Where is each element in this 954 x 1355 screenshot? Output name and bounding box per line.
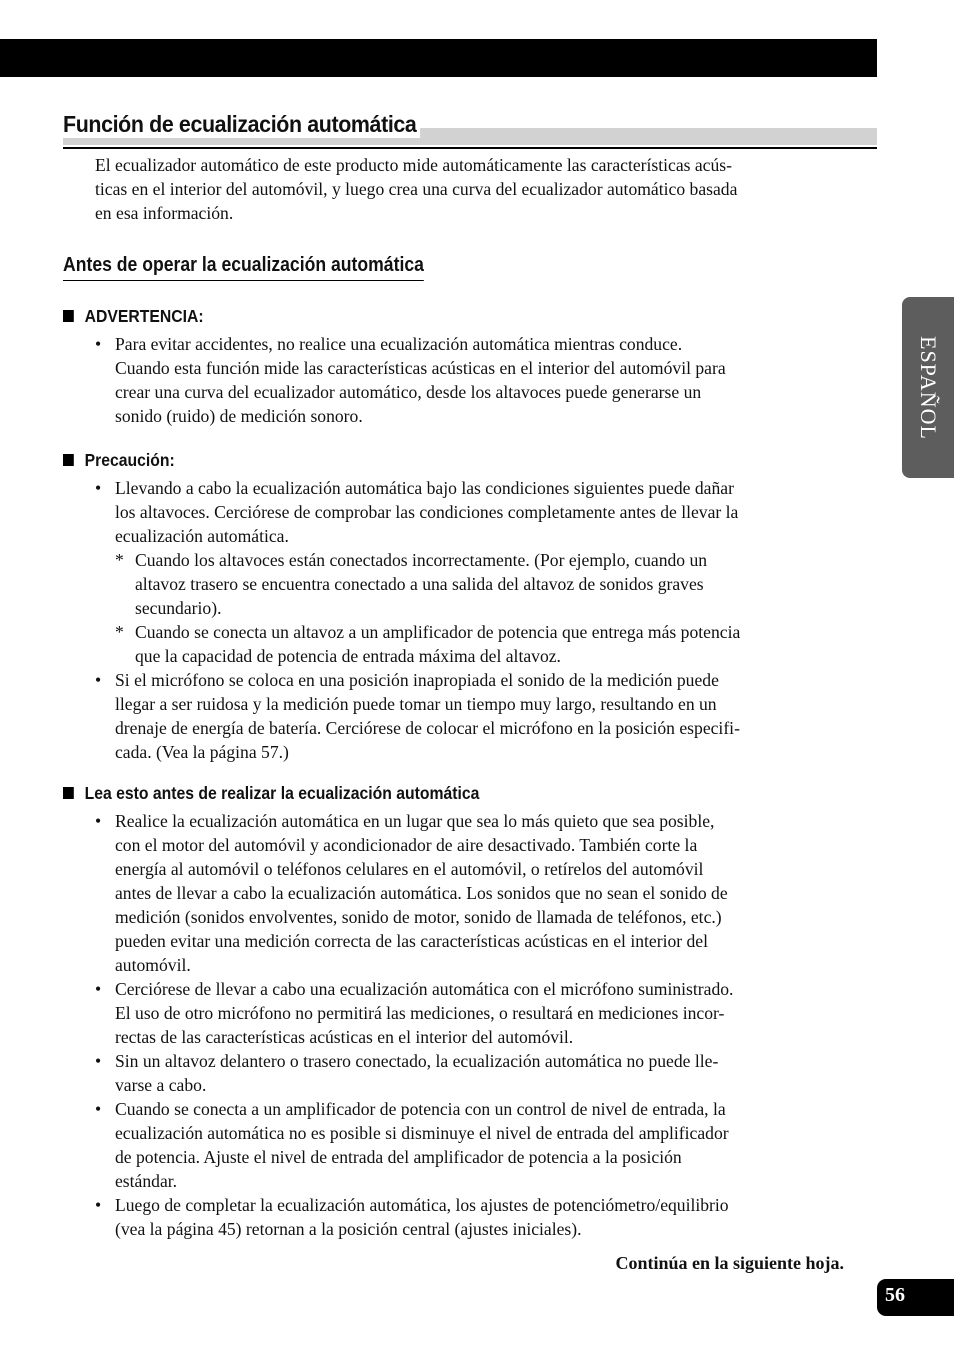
list-item bbox=[93, 1049, 733, 1097]
text-line: que la capacidad de potencia de entrada máxima del altavoz. bbox=[135, 646, 561, 666]
text-line: drenaje de energía de batería. Cerciórese de colocar el micrófono en la posición especifi- bbox=[115, 718, 740, 738]
square-bullet-icon bbox=[63, 454, 74, 466]
asterisk-marker: * bbox=[115, 622, 124, 642]
continued-note: Continúa en la siguiente hoja. bbox=[615, 1253, 844, 1273]
text-line: El ecualizador automático de este producto mide automáticamente las características acús- bbox=[95, 155, 732, 175]
text-line: Sin un altavoz delantero o trasero conectado, la ecualización automática no puede lle- bbox=[115, 1051, 719, 1071]
text-line: cada. (Vea la página 57.) bbox=[115, 742, 289, 762]
text-line: altavoz trasero se encuentra conectado a una salida del altavoz de sonidos graves bbox=[135, 574, 704, 594]
text-line: Cuando se conecta un altavoz a un amplificador de potencia que entrega más potencia bbox=[135, 622, 741, 642]
section-title: Función de ecualización automática bbox=[63, 111, 420, 138]
language-tab-label: ESPAÑOL bbox=[916, 335, 941, 440]
text-line: sonido (ruido) de medición sonoro. bbox=[115, 406, 363, 426]
text-line: Cuando esta función mide las características acústicas en el interior del automóvil para bbox=[115, 358, 726, 378]
intro-paragraph bbox=[95, 153, 737, 225]
text-line: medición (sonidos envolventes, sonido de motor, sonido de llamada de teléfonos, etc.) bbox=[115, 907, 722, 927]
list-item bbox=[93, 476, 740, 668]
text-line: en esa información. bbox=[95, 203, 234, 223]
bullet: • bbox=[95, 478, 102, 498]
text-line: rectas de las características acústicas en el interior del automóvil. bbox=[115, 1027, 574, 1047]
bullet: • bbox=[95, 811, 102, 831]
warning-list bbox=[93, 332, 726, 428]
text-line: Cerciórese de llevar a cabo una ecualización automática con el micrófono suministrado. bbox=[115, 979, 734, 999]
square-bullet-icon bbox=[63, 787, 74, 799]
read-first-label bbox=[63, 782, 479, 804]
list-item bbox=[93, 809, 733, 977]
text-line: automóvil. bbox=[115, 955, 191, 975]
bullet: • bbox=[95, 670, 102, 690]
text-line: Cuando los altavoces están conectados incorrectamente. (Por ejemplo, cuando un bbox=[135, 550, 708, 570]
bullet: • bbox=[95, 334, 102, 354]
asterisk-marker: * bbox=[115, 550, 124, 570]
subheading: Antes de operar la ecualización automática bbox=[63, 252, 424, 281]
text-line: Si el micrófono se coloca en una posición inapropiada el sonido de la medición puede bbox=[115, 670, 719, 690]
text-line: Para evitar accidentes, no realice una ecualización automática mientras conduce. bbox=[115, 334, 683, 354]
bullet: • bbox=[95, 1051, 102, 1071]
warning-label bbox=[63, 305, 204, 327]
text-line: Cuando se conecta a un amplificador de potencia con un control de nivel de entrada, la bbox=[115, 1099, 726, 1119]
text-line: antes de llevar a cabo la ecualización automática. Los sonidos que no sean el sonido de bbox=[115, 883, 728, 903]
text-line: varse a cabo. bbox=[115, 1075, 207, 1095]
text-line: pueden evitar una medición correcta de las características acústicas en el interior del bbox=[115, 931, 709, 951]
text-line: ticas en el interior del automóvil, y luego crea una curva del ecualizador automático basada bbox=[95, 179, 738, 199]
list-item bbox=[93, 1097, 733, 1193]
page-number: 56 bbox=[885, 1284, 905, 1306]
text-line: con el motor del automóvil y acondicionador de aire desactivado. También corte la bbox=[115, 835, 698, 855]
bullet: • bbox=[95, 1099, 102, 1119]
text-line: ecualización automática. bbox=[115, 526, 289, 546]
text-line: Llevando a cabo la ecualización automática bajo las condiciones siguientes puede dañar bbox=[115, 478, 734, 498]
list-item bbox=[93, 977, 733, 1049]
text-line: (vea la página 45) retornan a la posición central (ajustes iniciales). bbox=[115, 1219, 582, 1239]
text-line: Luego de completar la ecualización automática, los ajustes de potenciómetro/equilibrio bbox=[115, 1195, 729, 1215]
text-line: ecualización automática no es posible si disminuye el nivel de entrada del amplificador bbox=[115, 1123, 729, 1143]
list-item bbox=[93, 332, 726, 428]
square-bullet-icon bbox=[63, 310, 74, 322]
caution-label bbox=[63, 449, 175, 471]
read-first-label-text: Lea esto antes de realizar la ecualización automática bbox=[84, 783, 480, 803]
text-line: crear una curva del ecualizador automático, desde los altavoces puede generarse un bbox=[115, 382, 702, 402]
bullet: • bbox=[95, 1195, 102, 1215]
bullet: • bbox=[95, 979, 102, 999]
read-first-list bbox=[93, 809, 733, 1241]
page-number-tab bbox=[877, 1279, 954, 1316]
list-item bbox=[93, 1193, 733, 1241]
header-bar bbox=[0, 39, 877, 77]
sub-item bbox=[115, 548, 740, 620]
text-line: Realice la ecualización automática en un lugar que sea lo más quieto que sea posible, bbox=[115, 811, 715, 831]
language-tab bbox=[902, 297, 954, 478]
warning-label-text: ADVERTENCIA: bbox=[84, 306, 204, 326]
text-line: El uso de otro micrófono no permitirá las mediciones, o resultará en mediciones incor- bbox=[115, 1003, 725, 1023]
section-heading bbox=[63, 110, 877, 149]
caution-label-text: Precaución: bbox=[84, 450, 175, 470]
sub-item bbox=[115, 620, 740, 668]
list-item bbox=[93, 668, 740, 764]
text-line: energía al automóvil o teléfonos celulares en el automóvil, o retírelos del automóvil bbox=[115, 859, 704, 879]
text-line: estándar. bbox=[115, 1171, 178, 1191]
caution-list bbox=[93, 476, 740, 764]
text-line: los altavoces. Cerciórese de comprobar las condiciones completamente antes de llevar la bbox=[115, 502, 739, 522]
text-line: secundario). bbox=[135, 598, 222, 618]
text-line: llegar a ser ruidosa y la medición puede tomar un tiempo muy largo, resultando en un bbox=[115, 694, 717, 714]
text-line: de potencia. Ajuste el nivel de entrada del amplificador de potencia a la posición bbox=[115, 1147, 682, 1167]
